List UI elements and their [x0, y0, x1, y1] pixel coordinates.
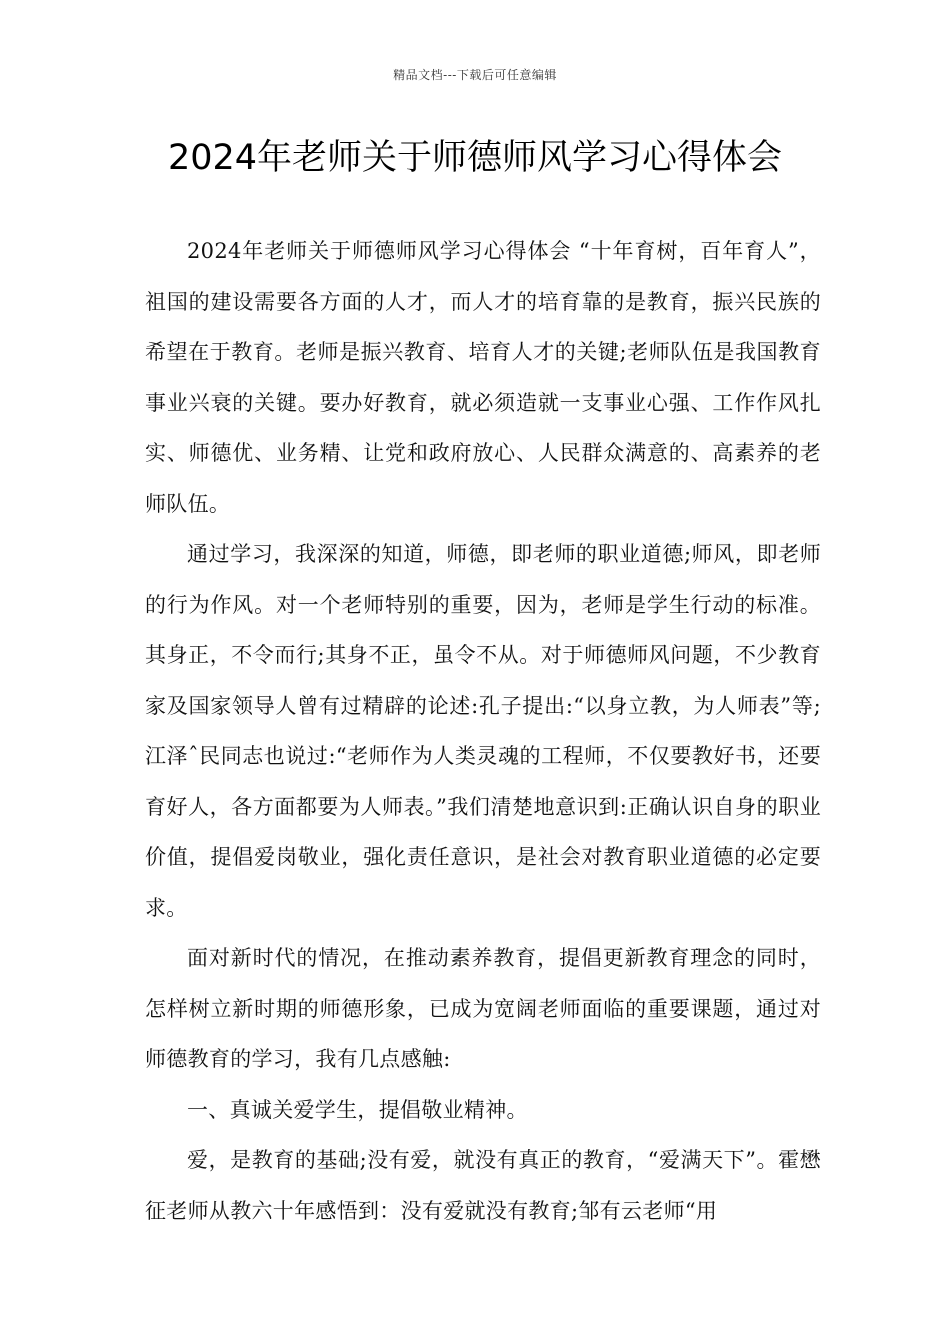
section-heading-1: 一、真诚关爱学生，提倡敬业精神。: [187, 1097, 528, 1122]
page-title: 2024年老师关于师德师风学习心得体会: [167, 138, 783, 178]
paragraph-1: 2024年老师关于师德师风学习心得体会 “十年育树，百年育人”，祖国的建设需要各方面的人才，而人才的培育靠的是教育，振兴民族的希望在于教育。老师是振兴教育、培育人才的关键;老师队伍是我国教育事业兴衰的关键。要办好教育，就必须造就一支事业心强、工作作风扎实、师德优、业务精、让党和政府放心、人民群众满意的、高素养的老师队伍。: [145, 239, 821, 516]
paragraph-4: 爱，是教育的基础;没有爱，就没有真正的教育，“爱满天下”。霍懋征老师从教六十年感悟到：没有爱就没有教育;邹有云老师“用: [145, 1148, 821, 1223]
header-note: 精品文档---下载后可任意编辑: [393, 68, 557, 82]
paragraph-3: 面对新时代的情况，在推动素养教育，提倡更新教育理念的同时，怎样树立新时期的师德形象，已成为宽阔老师面临的重要课题，通过对师德教育的学习，我有几点感触:: [145, 946, 821, 1071]
paragraph-2: 通过学习，我深深的知道，师德，即老师的职业道德;师风，即老师的行为作风。对一个老师特别的重要，因为，老师是学生行动的标准。其身正，不令而行;其身不正，虽令不从。对于师德师风问题，不少教育家及国家领导人曾有过精辟的论述:孔子提出:“以身立教，为人师表”等;江泽ˆ民同志也说过:“老师作为人类灵魂的工程师，不仅要教好书，还要育好人，各方面都要为人师表。”我们清楚地意识到:正确认识自身的职业价值，提倡爱岗敬业，强化责任意识，是社会对教育职业道德的必定要求。: [145, 542, 821, 920]
document-body: [145, 226, 821, 1236]
